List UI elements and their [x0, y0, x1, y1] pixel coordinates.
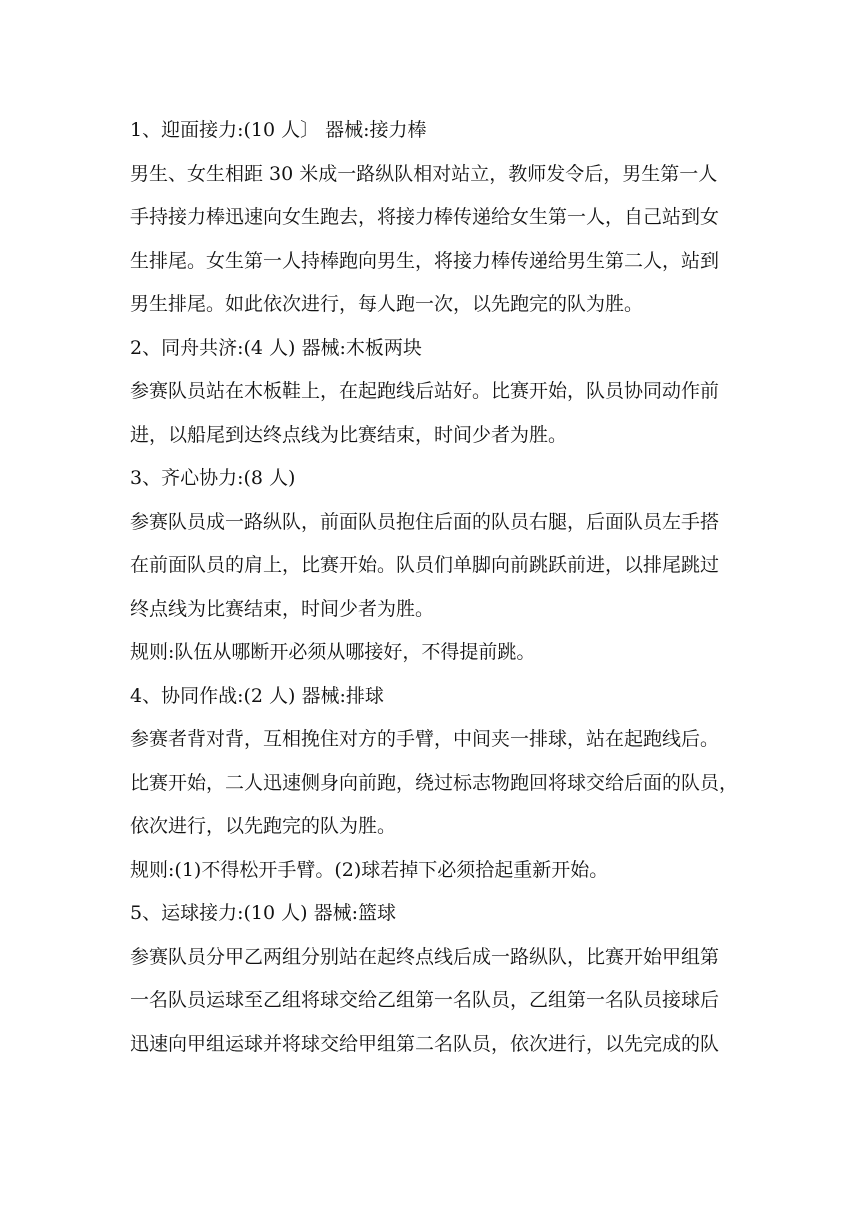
text-line: 终点线为比赛结束，时间少者为胜。 — [130, 598, 435, 620]
text-line: 参赛者背对背，互相挽住对方的手臂，中间夹一排球，站在起跑线后。 — [130, 728, 720, 750]
text-line: 进，以船尾到达终点线为比赛结束，时间少者为胜。 — [130, 424, 568, 446]
text-line: 男生、女生相距 30 米成一路纵队相对站立，教师发令后，男生第一人 — [130, 163, 718, 185]
text-line: 参赛队员站在木板鞋上，在起跑线后站好。比赛开始，队员协同动作前 — [130, 380, 720, 402]
rule-line: 规则:队伍从哪断开必须从哪接好，不得提前跳。 — [130, 641, 536, 663]
text-line: 迅速向甲组运球并将球交给甲组第二名队员，依次进行，以先完成的队 — [130, 1033, 720, 1055]
text-line: 依次进行，以先跑完的队为胜。 — [130, 815, 397, 837]
text-line: 一名队员运球至乙组将球交给乙组第一名队员，乙组第一名队员接球后 — [130, 989, 720, 1011]
text-line: 男生排尾。如此依次进行，每人跑一次，以先跑完的队为胜。 — [130, 293, 644, 315]
section-heading-5: 5、运球接力:(10 人) 器械:篮球 — [130, 902, 396, 924]
text-line: 参赛队员分甲乙两组分别站在起终点线后成一路纵队，比赛开始甲组第 — [130, 946, 720, 968]
rule-line: 规则:(1)不得松开手臂。(2)球若掉下必须拾起重新开始。 — [130, 859, 609, 881]
text-line: 参赛队员成一路纵队，前面队员抱住后面的队员右腿，后面队员左手搭 — [130, 511, 720, 533]
text-line: 在前面队员的肩上，比赛开始。队员们单脚向前跳跃前进，以排尾跳过 — [130, 554, 720, 576]
section-heading-2: 2、同舟共济:(4 人) 器械:木板两块 — [130, 337, 422, 359]
text-line: 比赛开始，二人迅速侧身向前跑，绕过标志物跑回将球交给后面的队员， — [130, 772, 739, 794]
section-heading-4: 4、协同作战:(2 人) 器械:排球 — [130, 685, 384, 707]
text-line: 生排尾。女生第一人持棒跑向男生，将接力棒传递给男生第二人，站到 — [130, 250, 720, 272]
section-heading-1: 1、迎面接力:(10 人〕 器械:接力棒 — [130, 119, 427, 141]
text-line: 手持接力棒迅速向女生跑去，将接力棒传递给女生第一人，自己站到女 — [130, 206, 720, 228]
section-heading-3: 3、齐心协力:(8 人) — [130, 467, 296, 489]
